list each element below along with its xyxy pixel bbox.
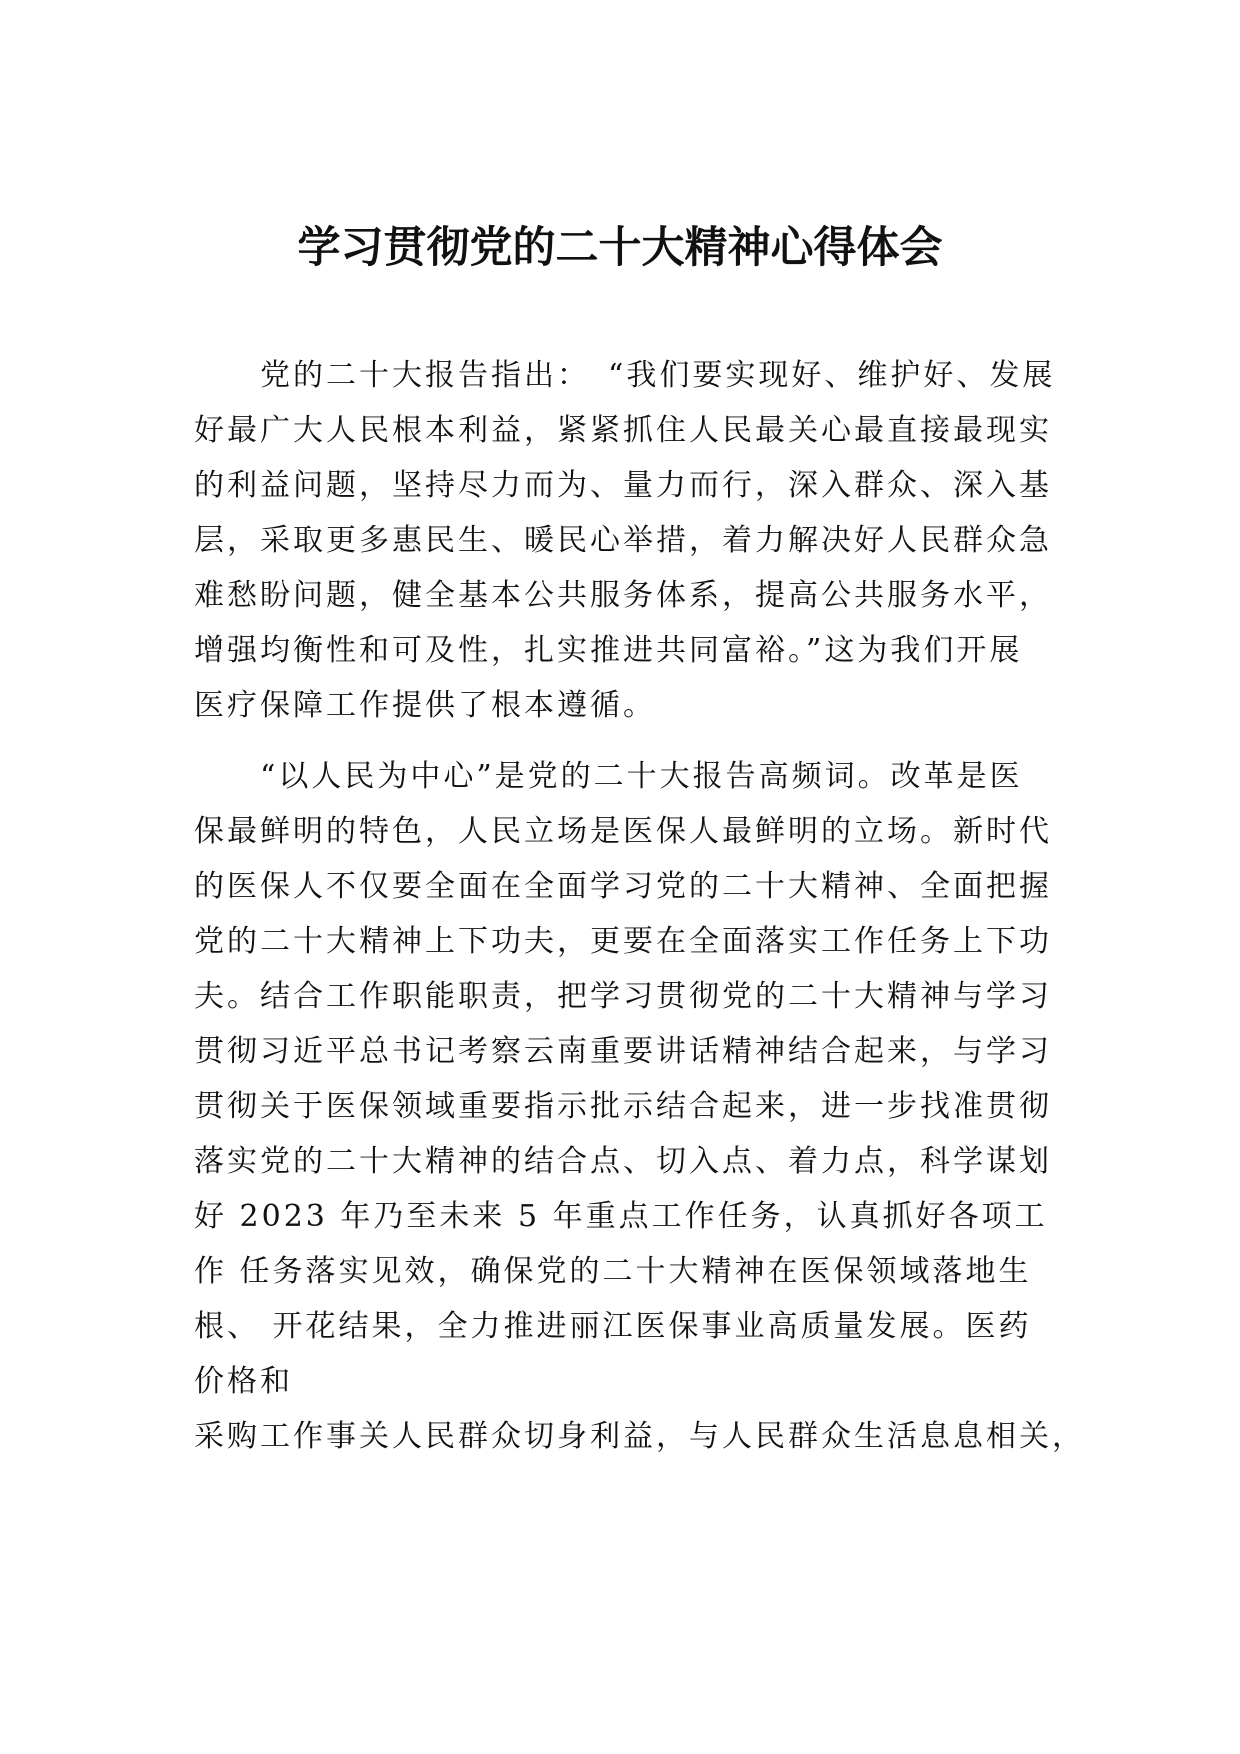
text-line: 的医保人不仅要全面在全面学习党的二十大精神、全面把握 xyxy=(194,869,1052,904)
paragraph-gap xyxy=(194,733,1054,749)
text-line: 作 任务落实见效，确保党的二十大精神在医保领域落地生 xyxy=(194,1254,1032,1289)
text-line: 夫。结合工作职能职责，把学习贯彻党的二十大精神与学习 xyxy=(194,979,1052,1014)
text-line: 增强均衡性和可及性，扎实推进共同富裕。”这为我们开展 xyxy=(194,633,1023,668)
document-title: 学习贯彻党的二十大精神心得体会 xyxy=(297,223,943,273)
text-line: “以人民为中心”是党的二十大报告高频词。改革是医 xyxy=(194,759,1023,794)
text-line: 好最广大人民根本利益，紧紧抓住人民最关心最直接最现实 xyxy=(194,413,1052,448)
text-line: 贯彻习近平总书记考察云南重要讲话精神结合起来，与学习 xyxy=(194,1034,1052,1069)
text-line: 层，采取更多惠民生、暖民心举措，着力解决好人民群众急 xyxy=(194,523,1052,558)
text-line: 难愁盼问题，健全基本公共服务体系，提高公共服务水平， xyxy=(194,578,1052,613)
text-line: 根、 开花结果，全力推进丽江医保事业高质量发展。医药 xyxy=(194,1309,1032,1344)
text-line: 落实党的二十大精神的结合点、切入点、着力点，科学谋划 xyxy=(194,1144,1052,1179)
text-line: 党的二十大报告指出： “我们要实现好、维护好、发展 xyxy=(194,358,1056,393)
paragraph-1 xyxy=(194,348,1054,733)
text-line: 党的二十大精神上下功夫，更要在全面落实工作任务上下功 xyxy=(194,924,1052,959)
text-line: 好 2023 年乃至未来 5 年重点工作任务，认真抓好各项工 xyxy=(194,1199,1048,1234)
text-line: 保最鲜明的特色，人民立场是医保人最鲜明的立场。新时代 xyxy=(194,814,1052,849)
document-body xyxy=(194,348,1085,1464)
text-line: 医疗保障工作提供了根本遵循。 xyxy=(194,688,656,723)
paragraph-2 xyxy=(194,749,1085,1464)
text-line: 价格和 xyxy=(194,1364,293,1399)
text-line: 采购工作事关人民群众切身利益，与人民群众生活息息相关， xyxy=(194,1419,1085,1454)
text-line: 的利益问题，坚持尽力而为、量力而行，深入群众、深入基 xyxy=(194,468,1052,503)
text-line: 贯彻关于医保领域重要指示批示结合起来，进一步找准贯彻 xyxy=(194,1089,1052,1124)
